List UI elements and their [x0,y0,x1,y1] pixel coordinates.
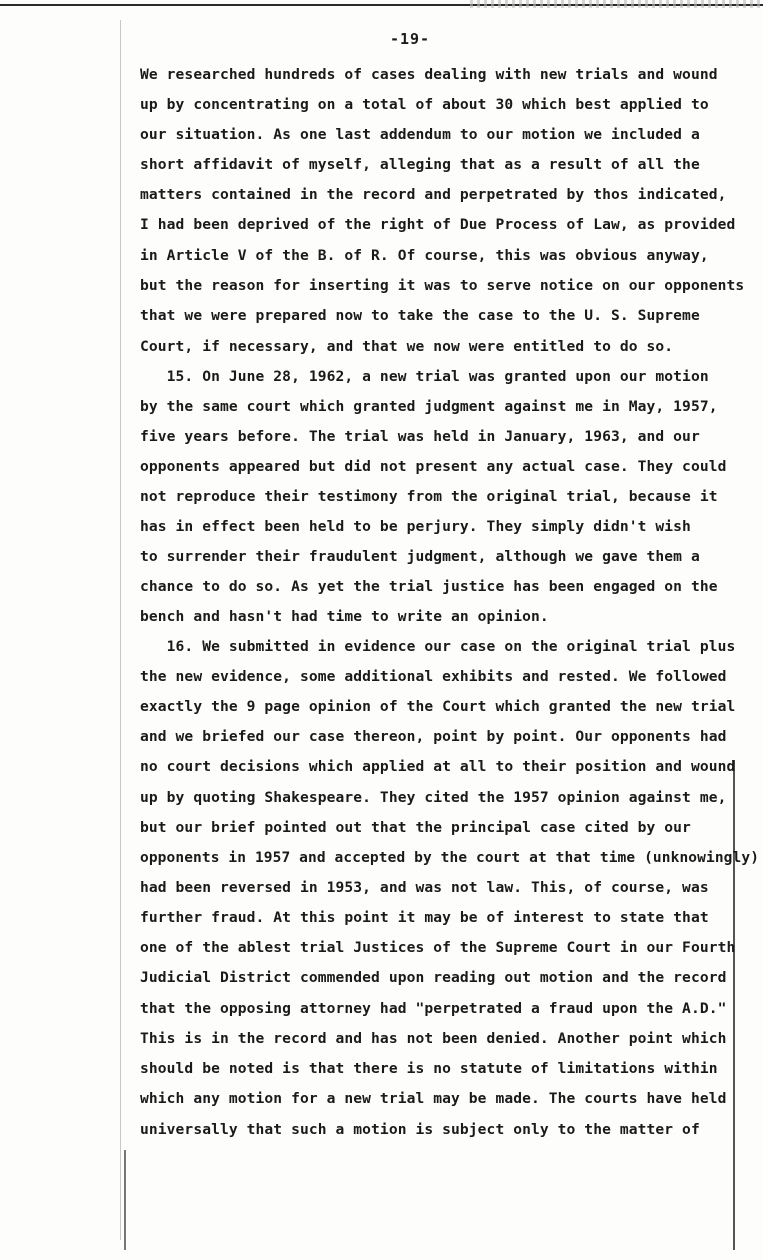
text-line: I had been deprived of the right of Due Process of Law, as provided [140,216,736,233]
text-line: Court, if necessary, and that we now were entitled to do so. [140,338,674,355]
page-number: -19- [389,30,431,48]
left-margin-bar [124,1150,126,1250]
text-line: that we were prepared now to take the case to the U. S. Supreme [140,307,700,324]
text-line: has in effect been held to be perjury. They simply didn't wish [140,518,691,535]
text-line: five years before. The trial was held in January, 1963, and our [140,428,700,445]
text-line: and we briefed our case thereon, point by point. Our opponents had [140,728,727,745]
text-line: short affidavit of myself, alleging that as a result of all the [140,156,700,173]
text-line: opponents appeared but did not present any actual case. They could [140,458,727,475]
text-line: to surrender their fraudulent judgment, although we gave them a [140,548,700,565]
text-line: further fraud. At this point it may be of interest to state that [140,909,709,926]
text-line: should be noted is that there is no statute of limitations within [140,1060,718,1077]
text-line: which any motion for a new trial may be made. The courts have held [140,1090,727,1107]
text-line: our situation. As one last addendum to our motion we included a [140,126,700,143]
text-line: We researched hundreds of cases dealing with new trials and wound [140,66,718,83]
text-line: by the same court which granted judgment against me in May, 1957, [140,398,718,415]
text-line: up by quoting Shakespeare. They cited the 1957 opinion against me, [140,789,727,806]
text-line: bench and hasn't had time to write an opinion. [140,608,549,625]
text-line: chance to do so. As yet the trial justice has been engaged on the [140,578,718,595]
text-line: exactly the 9 page opinion of the Court which granted the new trial [140,698,736,715]
text-line: opponents in 1957 and accepted by the court at that time (unknowingly) [140,849,760,866]
top-edge-speckle [470,0,763,8]
text-line: no court decisions which applied at all to their position and wound [140,758,736,775]
text-line: that the opposing attorney had "perpetrated a fraud upon the A.D." [140,1000,727,1017]
text-line: up by concentrating on a total of about 30 which best applied to [140,96,709,113]
text-line: but the reason for inserting it was to serve notice on our opponents [140,277,745,294]
text-line: the new evidence, some additional exhibits and rested. We followed [140,668,727,685]
text-line: but our brief pointed out that the principal case cited by our [140,819,691,836]
right-edge-line [733,760,735,1250]
text-line: universally that such a motion is subject only to the matter of [140,1121,700,1138]
text-line: not reproduce their testimony from the original trial, because it [140,488,718,505]
text-line: Judicial District commended upon reading out motion and the record [140,969,727,986]
text-line: 15. On June 28, 1962, a new trial was granted upon our motion [140,368,709,385]
text-line: one of the ablest trial Justices of the Supreme Court in our Fourth [140,939,736,956]
text-line: matters contained in the record and perpetrated by thos indicated, [140,186,727,203]
left-margin-line [120,20,121,1240]
text-line: 16. We submitted in evidence our case on the original trial plus [140,638,736,655]
text-line: This is in the record and has not been denied. Another point which [140,1030,727,1047]
text-line: in Article V of the B. of R. Of course, this was obvious anyway, [140,247,709,264]
text-line: had been reversed in 1953, and was not law. This, of course, was [140,879,709,896]
